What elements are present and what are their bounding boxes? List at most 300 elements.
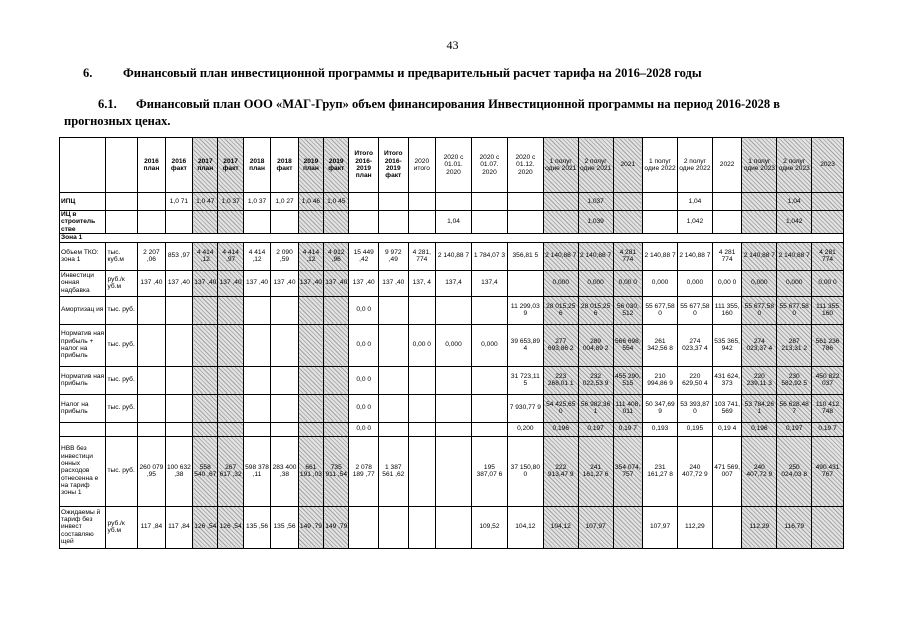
value-cell: 2 140,88 7 <box>777 242 812 270</box>
value-cell: 137,4 <box>436 270 472 296</box>
value-cell: 735 911 ,54 <box>324 436 349 506</box>
table-row <box>60 422 844 436</box>
unit-cell: тыс. руб. <box>106 296 138 324</box>
value-cell <box>138 324 165 366</box>
value-cell <box>379 394 409 422</box>
value-cell: 9 972 ,49 <box>379 242 409 270</box>
value-cell: 137 ,40 <box>138 270 165 296</box>
value-cell <box>471 296 507 324</box>
value-cell: 117 ,84 <box>165 506 192 548</box>
value-cell <box>812 211 844 234</box>
value-cell: 2 140,88 7 <box>643 242 678 270</box>
table-row <box>60 324 844 366</box>
unit-cell: тыс. руб. <box>106 394 138 422</box>
value-cell <box>408 296 435 324</box>
value-cell: 661 191 ,03 <box>298 436 323 506</box>
value-cell <box>712 211 742 234</box>
value-cell <box>271 422 298 436</box>
value-cell: 1,04 <box>677 193 712 211</box>
value-cell: 1,042 <box>677 211 712 234</box>
unit-cell <box>106 422 138 436</box>
value-cell: 0,00 0 <box>812 270 844 296</box>
value-cell: 2 140,88 7 <box>436 242 472 270</box>
value-cell: 0,000 <box>742 270 777 296</box>
value-cell: 0,19 7 <box>812 422 844 436</box>
value-cell: 2 140,88 7 <box>677 242 712 270</box>
value-cell: 1 387 561 ,62 <box>379 436 409 506</box>
value-cell: 354 074, 757 <box>613 436 643 506</box>
value-cell: 0,197 <box>578 422 613 436</box>
financial-plan-table <box>59 137 844 549</box>
value-cell: 1,0 27 <box>271 193 298 211</box>
value-cell: 4 281, 774 <box>408 242 435 270</box>
value-cell <box>324 422 349 436</box>
value-cell: 53 784,26 1 <box>742 394 777 422</box>
value-cell: 0,000 <box>578 270 613 296</box>
value-cell: 274 023,37 4 <box>742 324 777 366</box>
value-cell: 240 407,72 9 <box>742 436 777 506</box>
value-cell: 0,000 <box>543 270 578 296</box>
value-cell <box>218 211 243 234</box>
value-cell <box>324 324 349 366</box>
value-cell <box>408 211 435 234</box>
row-label: ИЦ в строитель стве <box>60 211 106 234</box>
value-cell <box>507 211 543 234</box>
value-cell: 56 628,48 7 <box>777 394 812 422</box>
value-cell: 137 ,40 <box>243 270 270 296</box>
value-cell: 50 347,69 9 <box>643 394 678 422</box>
value-cell: 490 431 767 <box>812 436 844 506</box>
header-cell: 2022 <box>712 138 742 193</box>
value-cell: 261 342,56 8 <box>643 324 678 366</box>
value-cell <box>193 394 218 422</box>
header-cell: 2019 план <box>298 138 323 193</box>
header-cell: 2 полуг одие 2023 <box>777 138 812 193</box>
value-cell <box>298 324 323 366</box>
value-cell <box>643 193 678 211</box>
value-cell: 1,0 46 <box>298 193 323 211</box>
value-cell: 222 913,47 9 <box>543 436 578 506</box>
unit-cell: руб./к уб.м <box>106 270 138 296</box>
value-cell: 110 412 748 <box>812 394 844 422</box>
subsection-title: Финансовый план ООО «МАГ-Груп» объем финансирования Инвестиционной программы на период 2016-2028 в прогнозных ценах. <box>64 97 781 128</box>
value-cell <box>543 211 578 234</box>
value-cell: 210 994,86 9 <box>643 366 678 394</box>
value-cell: 104,12 <box>507 506 543 548</box>
value-cell <box>436 193 472 211</box>
value-cell: 1,04 <box>777 193 812 211</box>
value-cell: 55 677,58 0 <box>742 296 777 324</box>
header-cell <box>106 138 138 193</box>
value-cell <box>408 436 435 506</box>
header-cell: 2020 с 01.07. 2020 <box>471 138 507 193</box>
value-cell <box>138 296 165 324</box>
row-label: Инвестици онная надбавка <box>60 270 106 296</box>
value-cell: 137 ,40 <box>271 270 298 296</box>
header-cell: 2018 план <box>243 138 270 193</box>
value-cell <box>507 193 543 211</box>
value-cell: 7 930,77 9 <box>507 394 543 422</box>
value-cell: 0,200 <box>507 422 543 436</box>
value-cell: 137 ,40 <box>193 270 218 296</box>
value-cell <box>812 193 844 211</box>
value-cell <box>298 211 323 234</box>
value-cell: 0,19 4 <box>712 422 742 436</box>
value-cell: 274 023,37 4 <box>677 324 712 366</box>
value-cell <box>138 366 165 394</box>
value-cell: 116,79 <box>777 506 812 548</box>
value-cell: 54 425,65 0 <box>543 394 578 422</box>
value-cell: 535 365, 942 <box>712 324 742 366</box>
value-cell: 0,19 7 <box>613 422 643 436</box>
value-cell: 4 414 ,12 <box>298 242 323 270</box>
value-cell: 1,042 <box>777 211 812 234</box>
value-cell: 0,196 <box>742 422 777 436</box>
value-cell: 137 ,40 <box>324 270 349 296</box>
value-cell <box>165 422 192 436</box>
value-cell <box>471 193 507 211</box>
value-cell <box>138 211 165 234</box>
value-cell: 566 698, 554 <box>613 324 643 366</box>
value-cell: 137 ,40 <box>379 270 409 296</box>
value-cell <box>271 296 298 324</box>
value-cell: 149 ,79 <box>324 506 349 548</box>
value-cell <box>408 366 435 394</box>
value-cell: 112,29 <box>677 506 712 548</box>
value-cell: 455 290, 515 <box>613 366 643 394</box>
value-cell: 149 ,79 <box>298 506 323 548</box>
value-cell <box>243 211 270 234</box>
section-number: 6. <box>83 66 93 80</box>
value-cell <box>243 422 270 436</box>
unit-cell: тыс. куб.м <box>106 242 138 270</box>
value-cell <box>298 366 323 394</box>
value-cell: 111 408, 011 <box>613 394 643 422</box>
page-number: 43 <box>446 38 459 52</box>
value-cell: 1,037 <box>578 193 613 211</box>
table-row <box>60 394 844 422</box>
value-cell: 111 355 160 <box>812 296 844 324</box>
value-cell <box>193 366 218 394</box>
value-cell <box>436 422 472 436</box>
unit-cell <box>106 193 138 211</box>
value-cell: 137 ,40 <box>218 270 243 296</box>
value-cell: 135 ,56 <box>271 506 298 548</box>
value-cell: 2 207 ,06 <box>138 242 165 270</box>
value-cell <box>243 366 270 394</box>
section-title: Финансовый план инвестиционной программы и предварительный расчет тарифа на 2016–2028 годы <box>123 66 702 80</box>
value-cell: 4 414 ,97 <box>218 242 243 270</box>
value-cell: 0,000 <box>471 324 507 366</box>
value-cell: 135 ,56 <box>243 506 270 548</box>
row-label: Амортизац ия <box>60 296 106 324</box>
row-label: НВВ без инвестици онных расходов отнесенна е на тариф зоны 1 <box>60 436 106 506</box>
value-cell: 241 161,27 6 <box>578 436 613 506</box>
table-row <box>60 436 844 506</box>
value-cell: 126 ,54 <box>193 506 218 548</box>
value-cell <box>436 436 472 506</box>
row-label: Объем ТКО: зона 1 <box>60 242 106 270</box>
value-cell <box>471 211 507 234</box>
value-cell: 4 414 ,12 <box>193 242 218 270</box>
header-cell: 2023 <box>812 138 844 193</box>
value-cell: 260 079 ,95 <box>138 436 165 506</box>
value-cell: 2 140,88 7 <box>543 242 578 270</box>
header-cell: 2016 план <box>138 138 165 193</box>
value-cell: 0,00 0 <box>712 270 742 296</box>
value-cell: 4 414 ,12 <box>243 242 270 270</box>
value-cell: 137, 4 <box>408 270 435 296</box>
value-cell: 287 213,31 2 <box>777 324 812 366</box>
value-cell: 1,039 <box>578 211 613 234</box>
value-cell: 471 569, 007 <box>712 436 742 506</box>
value-cell: 450 822 037 <box>812 366 844 394</box>
subsection-number: 6.1. <box>98 97 117 111</box>
value-cell <box>165 324 192 366</box>
value-cell <box>138 394 165 422</box>
value-cell <box>436 506 472 548</box>
row-label: ИПЦ <box>60 193 106 211</box>
value-cell <box>436 296 472 324</box>
value-cell: 1,04 <box>436 211 472 234</box>
value-cell: 0,0 0 <box>349 422 379 436</box>
value-cell: 2 090 ,59 <box>271 242 298 270</box>
unit-cell: тыс. руб. <box>106 366 138 394</box>
value-cell <box>349 193 379 211</box>
value-cell: 0,000 <box>643 270 678 296</box>
value-cell: 0,193 <box>643 422 678 436</box>
value-cell: 104,12 <box>543 506 578 548</box>
value-cell <box>243 296 270 324</box>
unit-cell <box>106 211 138 234</box>
value-cell <box>324 211 349 234</box>
value-cell <box>218 422 243 436</box>
value-cell <box>408 394 435 422</box>
unit-cell: тыс. руб. <box>106 324 138 366</box>
header-cell: Итого 2016-2019 факт <box>379 138 409 193</box>
value-cell <box>165 394 192 422</box>
value-cell: 117 ,84 <box>138 506 165 548</box>
header-cell: 2021 <box>613 138 643 193</box>
value-cell: 232 022,53 9 <box>578 366 613 394</box>
zone-row <box>60 234 844 242</box>
header-cell: 2 полуг одие 2021 <box>578 138 613 193</box>
table-header-row <box>60 138 844 193</box>
value-cell <box>298 394 323 422</box>
value-cell: 56 982,36 1 <box>578 394 613 422</box>
value-cell <box>379 506 409 548</box>
value-cell: 220 629,50 4 <box>677 366 712 394</box>
value-cell: 4 281 774 <box>613 242 643 270</box>
value-cell <box>165 211 192 234</box>
row-label <box>60 422 106 436</box>
value-cell: 277 693,86 2 <box>543 324 578 366</box>
value-cell: 103 741, 569 <box>712 394 742 422</box>
value-cell <box>271 366 298 394</box>
table-row <box>60 242 844 270</box>
subsection-heading <box>64 96 844 130</box>
value-cell: 55 677,58 0 <box>677 296 712 324</box>
value-cell: 15 449 ,42 <box>349 242 379 270</box>
header-cell: 1 полуг одие 2023 <box>742 138 777 193</box>
value-cell: 137 ,40 <box>298 270 323 296</box>
value-cell: 1 784,07 3 <box>471 242 507 270</box>
header-cell: 2020 с 01.12. 2020 <box>507 138 543 193</box>
value-cell: 0,000 <box>777 270 812 296</box>
value-cell: 39 653,89 4 <box>507 324 543 366</box>
row-label: Норматив ная прибыль <box>60 366 106 394</box>
value-cell <box>271 211 298 234</box>
value-cell <box>193 211 218 234</box>
row-label: Норматив ная прибыль + налог на прибыль <box>60 324 106 366</box>
value-cell <box>408 506 435 548</box>
value-cell <box>243 324 270 366</box>
value-cell: 53 393,87 0 <box>677 394 712 422</box>
value-cell: 107,97 <box>578 506 613 548</box>
value-cell: 56 030, 512 <box>613 296 643 324</box>
value-cell <box>471 422 507 436</box>
row-label: Ожидаемы й тариф без инвест составляю щей <box>60 506 106 548</box>
value-cell <box>408 422 435 436</box>
value-cell: 28 015,25 6 <box>578 296 613 324</box>
zone-label: Зона 1 <box>60 234 844 242</box>
value-cell <box>138 422 165 436</box>
value-cell <box>379 422 409 436</box>
value-cell: 0,0 0 <box>349 366 379 394</box>
value-cell <box>613 193 643 211</box>
value-cell <box>349 506 379 548</box>
value-cell <box>379 193 409 211</box>
value-cell <box>271 394 298 422</box>
value-cell <box>324 296 349 324</box>
value-cell: 853 ,97 <box>165 242 192 270</box>
header-cell: 2020 с 01.01. 2020 <box>436 138 472 193</box>
header-cell: Итого 2016-2019 план <box>349 138 379 193</box>
value-cell: 0,0 0 <box>349 324 379 366</box>
value-cell: 240 407,72 9 <box>677 436 712 506</box>
value-cell: 0,0 0 <box>349 394 379 422</box>
value-cell: 137 ,40 <box>349 270 379 296</box>
value-cell: 356,81 5 <box>507 242 543 270</box>
header-cell: 2017 план <box>193 138 218 193</box>
value-cell: 0,000 <box>436 324 472 366</box>
value-cell: 0,0 0 <box>349 296 379 324</box>
value-cell <box>742 211 777 234</box>
value-cell <box>324 394 349 422</box>
value-cell <box>193 296 218 324</box>
value-cell <box>193 324 218 366</box>
value-cell: 55 677,58 0 <box>643 296 678 324</box>
value-cell <box>712 193 742 211</box>
value-cell <box>507 270 543 296</box>
unit-cell: тыс. руб. <box>106 436 138 506</box>
value-cell <box>218 296 243 324</box>
value-cell <box>218 394 243 422</box>
value-cell: 2 140,88 7 <box>742 242 777 270</box>
header-cell: 2017 факт <box>218 138 243 193</box>
value-cell: 31 723,11 5 <box>507 366 543 394</box>
value-cell <box>543 193 578 211</box>
value-cell: 4 281 774 <box>812 242 844 270</box>
value-cell <box>471 366 507 394</box>
header-cell: 2018 факт <box>271 138 298 193</box>
row-label: Налог на прибыль <box>60 394 106 422</box>
value-cell <box>643 211 678 234</box>
value-cell: 230 582,92 5 <box>777 366 812 394</box>
value-cell: 431 624, 373 <box>712 366 742 394</box>
value-cell: 4 281 774 <box>712 242 742 270</box>
value-cell <box>165 296 192 324</box>
value-cell: 137 ,40 <box>165 270 192 296</box>
value-cell: 1,0 45 <box>324 193 349 211</box>
value-cell: 561 236 786 <box>812 324 844 366</box>
header-cell: 1 полуг одие 2021 <box>543 138 578 193</box>
value-cell: 1,0 37 <box>243 193 270 211</box>
table-row <box>60 211 844 234</box>
header-cell: 2019 факт <box>324 138 349 193</box>
table-row <box>60 270 844 296</box>
value-cell <box>379 324 409 366</box>
value-cell <box>324 366 349 394</box>
value-cell: 231 161,27 8 <box>643 436 678 506</box>
table-row <box>60 506 844 548</box>
value-cell: 250 024,03 8 <box>777 436 812 506</box>
value-cell <box>193 422 218 436</box>
value-cell: 4 912 ,96 <box>324 242 349 270</box>
value-cell: 11 299,03 9 <box>507 296 543 324</box>
value-cell: 0,197 <box>777 422 812 436</box>
value-cell: 0,196 <box>543 422 578 436</box>
value-cell: 283 400 ,38 <box>271 436 298 506</box>
value-cell: 1,0 37 <box>218 193 243 211</box>
value-cell <box>613 506 643 548</box>
value-cell: 137,4 <box>471 270 507 296</box>
value-cell: 112,29 <box>742 506 777 548</box>
value-cell <box>271 324 298 366</box>
table-row <box>60 296 844 324</box>
value-cell <box>243 394 270 422</box>
table-row <box>60 193 844 211</box>
value-cell: 558 540 ,67 <box>193 436 218 506</box>
value-cell: 0,195 <box>677 422 712 436</box>
value-cell: 598 378 ,11 <box>243 436 270 506</box>
value-cell <box>138 193 165 211</box>
header-cell: 2016 факт <box>165 138 192 193</box>
value-cell <box>379 211 409 234</box>
header-cell: 2020 итого <box>408 138 435 193</box>
value-cell <box>436 366 472 394</box>
value-cell: 223 268,01 1 <box>543 366 578 394</box>
value-cell <box>812 506 844 548</box>
value-cell: 0,000 <box>677 270 712 296</box>
value-cell <box>436 394 472 422</box>
value-cell <box>379 296 409 324</box>
value-cell: 2 078 189 ,77 <box>349 436 379 506</box>
value-cell: 289 004,89 2 <box>578 324 613 366</box>
value-cell <box>613 211 643 234</box>
value-cell: 1,0 47 <box>193 193 218 211</box>
value-cell: 37 150,80 0 <box>507 436 543 506</box>
value-cell <box>712 506 742 548</box>
value-cell: 126 ,54 <box>218 506 243 548</box>
value-cell: 195 387,07 6 <box>471 436 507 506</box>
header-cell <box>60 138 106 193</box>
header-cell: 2 полуг одие 2022 <box>677 138 712 193</box>
value-cell: 0,00 0 <box>613 270 643 296</box>
header-cell: 1 полуг одие 2022 <box>643 138 678 193</box>
value-cell: 1,0 71 <box>165 193 192 211</box>
table-row <box>60 366 844 394</box>
